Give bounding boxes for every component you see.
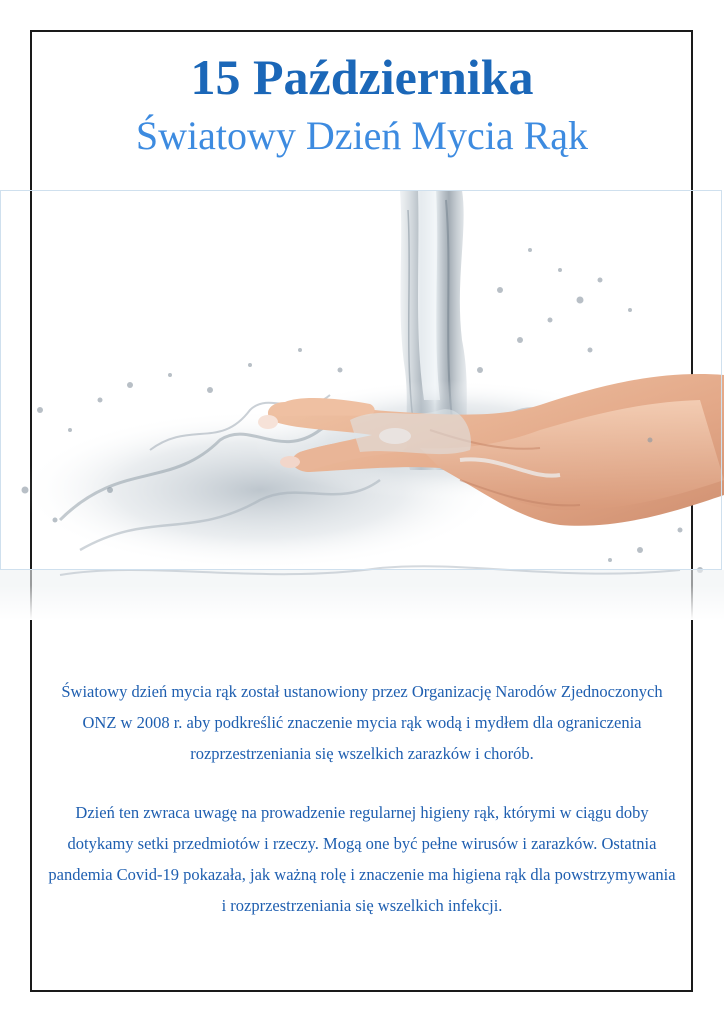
hands-water-photo xyxy=(0,190,724,620)
paragraph-establishment: Światowy dzień mycia rąk został ustanowiony przez Organizację Narodów Zjednoczonych ONZ w 2008 r. aby podkreślić znaczenie mycia rąk wodą i mydłem dla ograniczenia rozprzestrzeniania się wszelkich zarazków i chorób. xyxy=(61,682,663,763)
page-subtitle: Światowy Dzień Mycia Rąk xyxy=(135,113,589,158)
page-title: 15 Października xyxy=(190,49,534,105)
hands-water-illustration xyxy=(0,190,724,620)
paragraph-hygiene: Dzień ten zwraca uwagę na prowadzenie regularnej higieny rąk, którymi w ciągu doby dotykamy setki przedmiotów i rzeczy. Mogą one być pełne wirusów i zarazków. Ostatnia pandemia Covid-19 pokazała, jak ważną rolę i znaczenie ma higiena rąk dla powstrzymywania i rozprzestrzeniania się wszelkich infekcji. xyxy=(48,803,676,915)
